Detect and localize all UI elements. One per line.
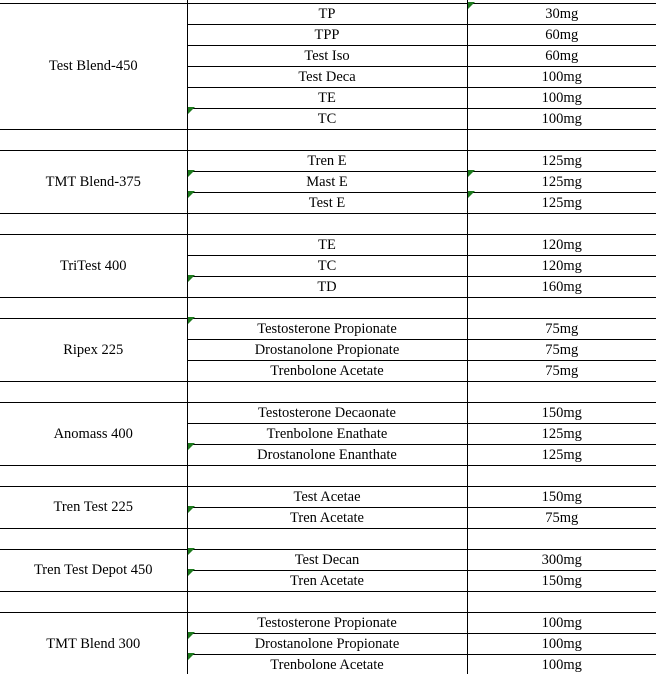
component-cell-label: Testosterone Decaonate xyxy=(258,404,396,421)
dosage-cell[interactable] xyxy=(467,24,656,45)
dosage-cell[interactable] xyxy=(467,87,656,108)
component-cell[interactable] xyxy=(187,654,467,674)
separator-row xyxy=(0,297,656,318)
dosage-cell-empty[interactable] xyxy=(467,129,656,150)
component-cell-label: Tren E xyxy=(307,152,347,169)
error-indicator-icon xyxy=(468,2,476,10)
dosage-cell[interactable] xyxy=(467,318,656,339)
component-cell[interactable] xyxy=(187,234,467,255)
table-row xyxy=(0,549,656,570)
table-row xyxy=(0,612,656,633)
error-indicator-icon xyxy=(188,107,196,115)
dosage-cell-label: 160mg xyxy=(541,278,582,295)
component-cell[interactable] xyxy=(187,108,467,129)
dosage-cell[interactable] xyxy=(467,171,656,192)
blend-cell[interactable] xyxy=(0,150,187,213)
separator-row xyxy=(0,591,656,612)
dosage-cell-empty[interactable] xyxy=(467,381,656,402)
component-cell[interactable] xyxy=(187,360,467,381)
separator-row xyxy=(0,381,656,402)
blend-cell-label: Tren Test Depot 450 xyxy=(33,562,153,578)
table-row xyxy=(0,3,656,24)
component-cell[interactable] xyxy=(187,402,467,423)
component-cell[interactable] xyxy=(187,633,467,654)
blend-cell-empty[interactable] xyxy=(0,381,187,402)
error-indicator-icon xyxy=(188,569,196,577)
table-row xyxy=(0,486,656,507)
component-cell-empty[interactable] xyxy=(187,591,467,612)
dosage-cell[interactable] xyxy=(467,633,656,654)
blend-cell[interactable] xyxy=(0,612,187,674)
error-indicator-icon xyxy=(188,443,196,451)
component-cell-label: Tren Acetate xyxy=(290,572,364,589)
dosage-cell-empty[interactable] xyxy=(467,465,656,486)
blend-cell[interactable] xyxy=(0,234,187,297)
dosage-cell[interactable] xyxy=(467,612,656,633)
dosage-cell-label: 125mg xyxy=(541,173,582,190)
dosage-cell-label: 125mg xyxy=(541,152,582,169)
error-indicator-icon xyxy=(188,548,196,556)
component-cell-label: Trenbolone Acetate xyxy=(270,362,384,379)
error-indicator-icon xyxy=(188,170,196,178)
component-cell-label: Test Deca xyxy=(298,68,356,85)
component-cell[interactable] xyxy=(187,276,467,297)
blend-cell-label: Test Blend-450 xyxy=(48,58,138,74)
dosage-cell-label: 100mg xyxy=(541,656,582,673)
dosage-cell[interactable] xyxy=(467,444,656,465)
separator-row xyxy=(0,213,656,234)
component-cell[interactable] xyxy=(187,339,467,360)
component-cell-label: TC xyxy=(317,257,337,274)
dosage-cell-label: 150mg xyxy=(541,404,582,421)
error-indicator-icon xyxy=(188,317,196,325)
dosage-cell[interactable] xyxy=(467,486,656,507)
dosage-cell[interactable] xyxy=(467,360,656,381)
component-cell-label: Testosterone Propionate xyxy=(257,320,397,337)
blend-cell[interactable] xyxy=(0,402,187,465)
component-cell[interactable] xyxy=(187,486,467,507)
dosage-cell[interactable] xyxy=(467,234,656,255)
component-cell-label: TD xyxy=(317,278,337,295)
component-cell[interactable] xyxy=(187,150,467,171)
dosage-cell[interactable] xyxy=(467,402,656,423)
dosage-cell-label: 300mg xyxy=(541,551,582,568)
dosage-cell-label: 100mg xyxy=(541,89,582,106)
dosage-cell-label: 125mg xyxy=(541,446,582,463)
blend-cell-label: Ripex 225 xyxy=(63,341,124,358)
component-cell[interactable] xyxy=(187,549,467,570)
blend-cell[interactable] xyxy=(0,3,187,129)
component-cell-label: TE xyxy=(318,89,336,106)
component-cell[interactable] xyxy=(187,318,467,339)
component-cell[interactable] xyxy=(187,507,467,528)
component-cell-label: Test Acetae xyxy=(293,488,361,505)
component-cell[interactable] xyxy=(187,3,467,24)
dosage-cell[interactable] xyxy=(467,549,656,570)
blend-cell-label: TriTest 400 xyxy=(59,257,127,274)
component-cell-label: TP xyxy=(318,5,336,22)
component-cell[interactable] xyxy=(187,45,467,66)
dosage-cell-empty[interactable] xyxy=(467,591,656,612)
component-cell-label: Trenbolone Acetate xyxy=(270,656,384,673)
dosage-cell-empty[interactable] xyxy=(467,528,656,549)
dosage-cell-label: 100mg xyxy=(541,635,582,652)
table-row xyxy=(0,150,656,171)
component-cell[interactable] xyxy=(187,24,467,45)
component-cell[interactable] xyxy=(187,444,467,465)
component-cell-label: TE xyxy=(318,236,336,253)
dosage-cell-label: 120mg xyxy=(541,257,582,274)
component-cell-label: Trenbolone Enathate xyxy=(266,425,388,442)
dosage-cell-label: 30mg xyxy=(545,5,579,22)
component-cell-empty[interactable] xyxy=(187,465,467,486)
dosage-cell[interactable] xyxy=(467,192,656,213)
dosage-cell[interactable] xyxy=(467,3,656,24)
blend-cell-empty[interactable] xyxy=(0,465,187,486)
dosage-cell-label: 75mg xyxy=(545,341,579,358)
error-indicator-icon xyxy=(188,275,196,283)
dosage-cell-empty[interactable] xyxy=(467,213,656,234)
blend-cell-label: TMT Blend 300 xyxy=(46,635,141,652)
component-cell[interactable] xyxy=(187,87,467,108)
dosage-cell[interactable] xyxy=(467,339,656,360)
dosage-cell-label: 75mg xyxy=(545,509,579,526)
component-cell-empty[interactable] xyxy=(187,297,467,318)
error-indicator-icon xyxy=(188,506,196,514)
error-indicator-icon xyxy=(188,653,196,661)
component-cell-label: Testosterone Propionate xyxy=(257,614,397,631)
component-cell-label: Drostanolone Propionate xyxy=(254,635,400,652)
component-cell-empty[interactable] xyxy=(187,213,467,234)
component-cell-label: Drostanolone Propionate xyxy=(254,341,400,358)
dosage-cell-label: 60mg xyxy=(545,47,579,64)
blend-cell-empty[interactable] xyxy=(0,528,187,549)
dosage-cell[interactable] xyxy=(467,276,656,297)
separator-row xyxy=(0,528,656,549)
error-indicator-icon xyxy=(468,191,476,199)
component-cell-label: TC xyxy=(317,110,337,127)
component-cell-label: Tren Acetate xyxy=(290,509,364,526)
dosage-cell[interactable] xyxy=(467,423,656,444)
dosage-cell[interactable] xyxy=(467,66,656,87)
dosage-cell-label: 120mg xyxy=(541,236,582,253)
component-cell-label: Drostanolone Enanthate xyxy=(257,446,397,463)
dosage-cell-label: 150mg xyxy=(541,488,582,505)
dosage-cell[interactable] xyxy=(467,45,656,66)
dosage-cell-label: 100mg xyxy=(541,614,582,631)
blend-cell-empty[interactable] xyxy=(0,591,187,612)
dosage-cell[interactable] xyxy=(467,654,656,674)
table-row xyxy=(0,318,656,339)
component-cell-label: Mast E xyxy=(306,173,348,190)
component-cell-empty[interactable] xyxy=(187,381,467,402)
dosage-cell[interactable] xyxy=(467,150,656,171)
dosage-cell-label: 100mg xyxy=(541,68,582,85)
blend-cell-label: Tren Test 225 xyxy=(53,499,134,515)
component-cell[interactable] xyxy=(187,423,467,444)
dosage-cell[interactable] xyxy=(467,108,656,129)
component-cell[interactable] xyxy=(187,192,467,213)
dosage-cell-label: 150mg xyxy=(541,572,582,589)
error-indicator-icon xyxy=(188,632,196,640)
dosage-cell[interactable] xyxy=(467,507,656,528)
table-row xyxy=(0,234,656,255)
blend-cell-empty[interactable] xyxy=(0,213,187,234)
table-row xyxy=(0,402,656,423)
error-indicator-icon xyxy=(188,191,196,199)
component-cell-empty[interactable] xyxy=(187,528,467,549)
blend-cell[interactable] xyxy=(0,486,187,528)
dosage-cell[interactable] xyxy=(467,255,656,276)
dosage-cell-empty[interactable] xyxy=(467,297,656,318)
blend-cell-empty[interactable] xyxy=(0,129,187,150)
component-cell-label: Test Decan xyxy=(294,551,360,568)
dosage-cell-label: 125mg xyxy=(541,194,582,211)
component-cell[interactable] xyxy=(187,255,467,276)
blend-cell-label: Anomass 400 xyxy=(53,425,133,442)
component-cell-empty[interactable] xyxy=(187,129,467,150)
component-cell[interactable] xyxy=(187,612,467,633)
component-cell[interactable] xyxy=(187,66,467,87)
dosage-cell-label: 60mg xyxy=(545,26,579,43)
blend-cell[interactable] xyxy=(0,549,187,591)
dosage-cell-label: 75mg xyxy=(545,362,579,379)
component-cell[interactable] xyxy=(187,171,467,192)
component-cell-label: Test Iso xyxy=(304,47,350,64)
component-cell-label: TPP xyxy=(314,26,340,43)
separator-row xyxy=(0,465,656,486)
dosage-cell[interactable] xyxy=(467,570,656,591)
error-indicator-icon xyxy=(468,170,476,178)
component-cell-label: Test E xyxy=(308,194,346,211)
dosage-cell-label: 125mg xyxy=(541,425,582,442)
blend-cell-empty[interactable] xyxy=(0,297,187,318)
dosage-cell-label: 100mg xyxy=(541,110,582,127)
separator-row xyxy=(0,129,656,150)
blend-cell[interactable] xyxy=(0,318,187,381)
component-cell[interactable] xyxy=(187,570,467,591)
dosage-cell-label: 75mg xyxy=(545,320,579,337)
blend-cell-label: TMT Blend-375 xyxy=(45,173,141,190)
